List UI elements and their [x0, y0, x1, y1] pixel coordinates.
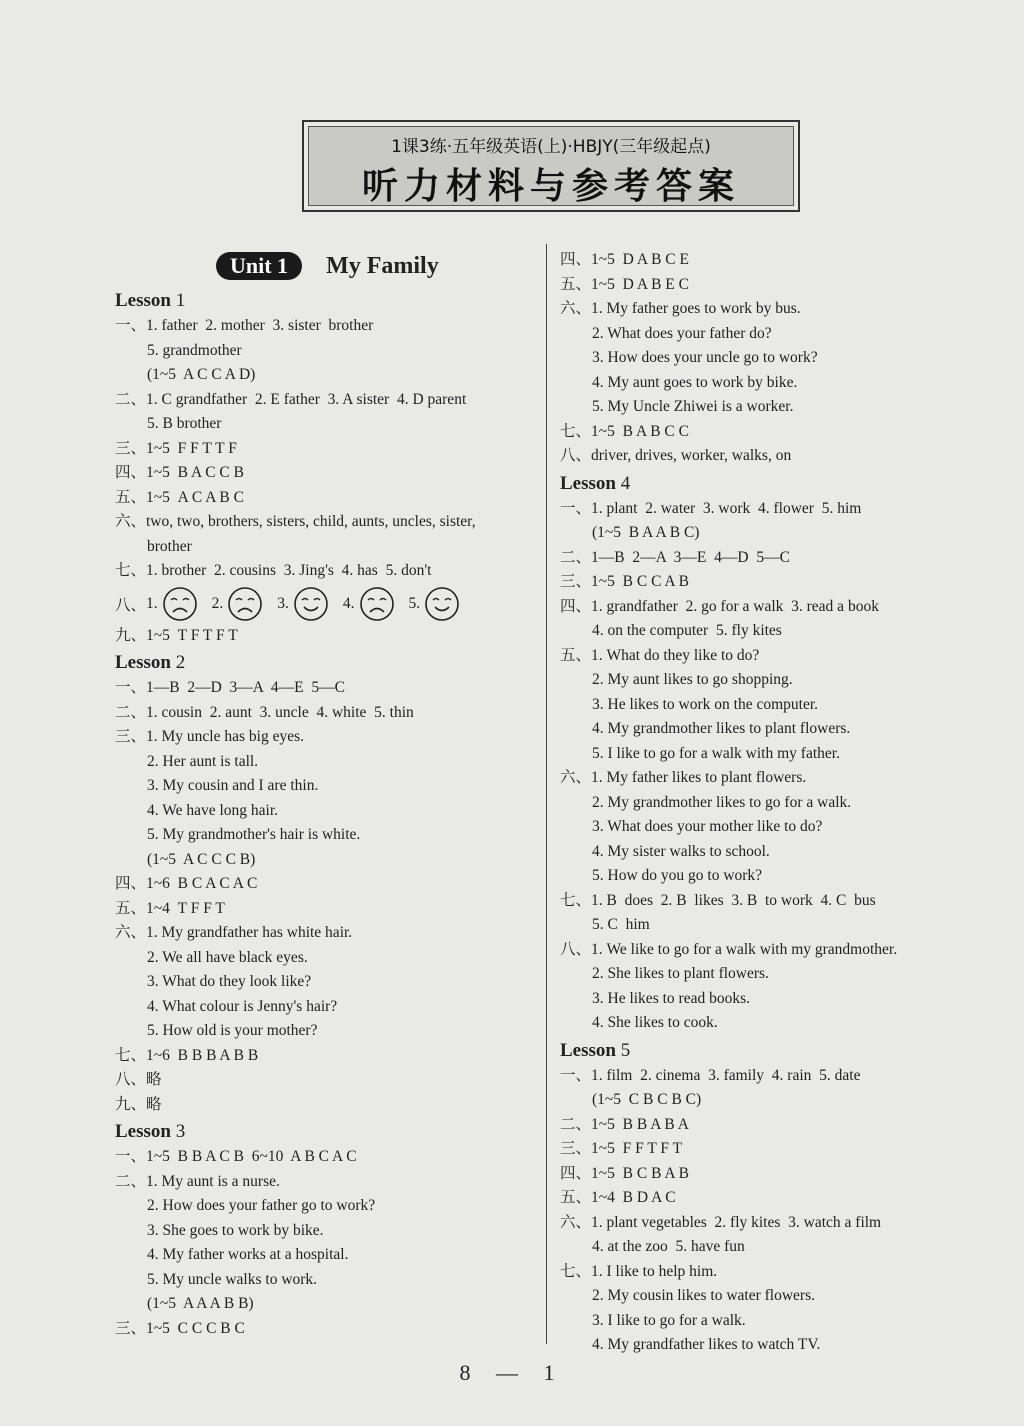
- answer-line: 四、1. grandfather 2. go for a walk 3. read a book: [560, 597, 879, 615]
- header-subtitle: 1课3练·五年级英语(上)·HBJY(三年级起点): [391, 137, 711, 157]
- lesson-label: Lesson: [560, 1039, 616, 1061]
- lesson-number: 2: [175, 652, 186, 673]
- lesson-label: Lesson: [115, 1121, 171, 1142]
- answer-line: 3. How does your uncle go to work?: [592, 349, 818, 366]
- sad-face-icon: [227, 586, 263, 622]
- answer-line: 3. He likes to work on the computer.: [592, 695, 818, 713]
- answer-line: 3. What does your mother like to do?: [592, 818, 823, 835]
- answer-line: 七、1. brother 2. cousins 3. Jing's 4. has 5. don't: [115, 562, 432, 579]
- answer-line: 3. What do they look like?: [147, 973, 312, 990]
- answer-line: 七、1. I like to help him.: [560, 1262, 718, 1280]
- answer-line: 三、1~5 C C C B C: [115, 1319, 245, 1337]
- answer-line: 二、1. cousin 2. aunt 3. uncle 4. white 5. thin: [115, 703, 414, 721]
- answer-line: 八、1. We like to go for a walk with my grandmother.: [560, 940, 898, 958]
- answer-line: 一、1~5 B B A C B 6~10 A B C A C: [115, 1148, 357, 1165]
- lesson-label: Lesson: [115, 652, 171, 673]
- lesson-heading: [560, 469, 980, 497]
- answer-line: 5. C him: [592, 916, 650, 933]
- answer-line: 二、1. My aunt is a nurse.: [115, 1172, 280, 1190]
- answer-line: 3. I like to go for a walk.: [592, 1311, 746, 1329]
- lesson-number: 4: [620, 472, 631, 494]
- answer-line: 2. What does your father do?: [592, 324, 772, 342]
- face-answer: [343, 586, 395, 622]
- answer-line: 2. We all have black eyes.: [147, 948, 308, 966]
- unit-badge: Unit 1: [216, 252, 302, 280]
- answer-line: 六、1. My father goes to work by bus.: [560, 300, 801, 317]
- answer-line: 4. My father works at a hospital.: [147, 1246, 349, 1263]
- lesson-number: 3: [175, 1121, 186, 1142]
- happy-face-icon: [293, 586, 329, 622]
- answer-line: 三、1~5 F F T F T: [560, 1140, 683, 1157]
- sad-face-icon: [162, 586, 198, 622]
- answer-line: 三、1~5 B C C A B: [560, 573, 689, 590]
- answer-line: 4. at the zoo 5. have fun: [592, 1238, 745, 1255]
- answer-line: 一、1. film 2. cinema 3. family 4. rain 5. date: [560, 1066, 861, 1084]
- answer-line: 六、1. plant vegetables 2. fly kites 3. watch a film: [560, 1213, 882, 1231]
- answer-line: (1~5 A A A B B): [147, 1295, 254, 1312]
- answer-line: 九、1~5 T F T F T: [115, 626, 238, 644]
- answer-line: 2. Her aunt is tall.: [147, 752, 259, 770]
- answer-line: 4. My aunt goes to work by bike.: [592, 373, 798, 391]
- answer-line: 2. My aunt likes to go shopping.: [592, 671, 793, 688]
- answer-line: 3. She goes to work by bike.: [147, 1221, 324, 1239]
- lesson-label: Lesson: [115, 290, 171, 311]
- answer-line: 5. My grandmother's hair is white.: [147, 826, 361, 843]
- column-divider: [546, 244, 547, 1344]
- answer-line: 4. My sister walks to school.: [592, 842, 770, 860]
- answer-line: 一、1. plant 2. water 3. work 4. flower 5. him: [560, 499, 862, 517]
- sad-face-icon: [359, 586, 395, 622]
- answer-line: (1~5 B A A B C): [592, 524, 700, 541]
- face-label: 3.: [277, 594, 289, 612]
- answer-line: 五、1. What do they like to do?: [560, 646, 760, 664]
- answer-line: 三、1~5 F F T T F: [115, 439, 237, 457]
- answer-line: 一、1. father 2. mother 3. sister brother: [115, 317, 374, 334]
- lesson-heading: [115, 648, 545, 676]
- answer-line: 四、1~5 B A C C B: [115, 464, 244, 481]
- answer-line: 2. How does your father go to work?: [147, 1197, 376, 1214]
- answer-line: 九、略: [115, 1095, 162, 1113]
- unit-title: My Family: [326, 252, 439, 279]
- answer-line: 七、1~6 B B B A B B: [115, 1046, 259, 1064]
- answer-line: 二、1~5 B B A B A: [560, 1115, 689, 1133]
- face-label: 5.: [408, 594, 421, 612]
- header-title: 听力材料与参考答案: [361, 166, 740, 207]
- answer-line: 4. My grandmother likes to plant flowers.: [592, 720, 851, 737]
- answer-line: 五、1~5 A C A B C: [115, 488, 244, 506]
- lesson-heading: [560, 1036, 980, 1064]
- answer-line: 3. My cousin and I are thin.: [147, 777, 319, 794]
- faces-prefix: 八、: [115, 596, 147, 614]
- lesson-number: 5: [620, 1039, 631, 1061]
- answer-line: (1~5 C B C B C): [592, 1091, 702, 1108]
- answer-line: 六、two, two, brothers, sisters, child, aunts, uncles, sister,: [115, 513, 476, 530]
- answer-line: 二、1. C grandfather 2. E father 3. A sister 4. D parent: [115, 390, 467, 408]
- answer-line: 2. My cousin likes to water flowers.: [592, 1287, 815, 1304]
- answer-line: 5. My uncle walks to work.: [147, 1270, 318, 1288]
- face-label: 4.: [342, 594, 355, 612]
- answer-line: 七、1. B does 2. B likes 3. B to work 4. C bus: [560, 891, 876, 909]
- answer-line: (1~5 A C C A D): [147, 366, 256, 383]
- answer-line: 四、1~5 B C B A B: [560, 1164, 689, 1182]
- answer-line: (1~5 A C C C B): [147, 850, 256, 868]
- answer-line: 一、1—B 2—D 3—A 4—E 5—C: [115, 679, 345, 696]
- answer-line: 3. He likes to read books.: [592, 989, 750, 1007]
- answer-line: 5. I like to go for a walk with my father.: [592, 744, 840, 762]
- answer-line: 2. She likes to plant flowers.: [592, 965, 769, 982]
- face-answer: [409, 586, 461, 622]
- lesson-heading: [115, 1117, 545, 1145]
- lesson-label: Lesson: [560, 472, 616, 494]
- answer-line: 5. How old is your mother?: [147, 1022, 318, 1039]
- lesson-number: 1: [175, 290, 186, 311]
- answer-line: 七、1~5 B A B C C: [560, 422, 689, 440]
- answer-line: 五、1~4 B D A C: [560, 1189, 676, 1206]
- answer-line: 4. on the computer 5. fly kites: [592, 622, 782, 639]
- face-answer: [212, 586, 264, 622]
- face-answer: [146, 586, 198, 622]
- answer-line: 2. My grandmother likes to go for a walk.: [592, 793, 852, 811]
- header-banner: [302, 120, 800, 212]
- face-label: 1.: [146, 594, 158, 612]
- answer-line: brother: [147, 537, 192, 555]
- unit-heading: [216, 250, 439, 282]
- answer-line: 五、1~5 D A B E C: [560, 275, 689, 293]
- answer-line: 三、1. My uncle has big eyes.: [115, 728, 304, 745]
- answer-line: 四、1~6 B C A C A C: [115, 875, 258, 892]
- answer-line: 5. My Uncle Zhiwei is a worker.: [592, 398, 794, 415]
- answer-line: 5. How do you go to work?: [592, 867, 763, 884]
- answer-line: 4. What colour is Jenny's hair?: [147, 997, 338, 1015]
- face-label: 2.: [211, 594, 224, 612]
- right-column: [560, 248, 980, 1358]
- answer-line: 六、1. My grandfather has white hair.: [115, 924, 353, 941]
- answer-line: 二、1—B 2—A 3—E 4—D 5—C: [560, 548, 790, 566]
- answer-line: 八、略: [115, 1071, 162, 1088]
- answer-line: 五、1~4 T F F T: [115, 899, 225, 917]
- answer-line: 5. B brother: [147, 415, 222, 432]
- answer-line: 5. grandmother: [147, 341, 242, 359]
- answer-line: 4. My grandfather likes to watch TV.: [592, 1336, 821, 1353]
- happy-face-icon: [424, 586, 460, 622]
- answer-line: 4. We have long hair.: [147, 801, 279, 819]
- lesson-heading: [115, 286, 545, 314]
- answer-line: 八、driver, drives, worker, walks, on: [560, 447, 792, 464]
- left-column: [115, 286, 545, 1341]
- page-number: 8 — 1: [459, 1360, 565, 1385]
- answer-line: 4. She likes to cook.: [592, 1014, 718, 1031]
- faces-answer-line: [115, 584, 545, 624]
- face-answer: [277, 586, 329, 622]
- answer-line: 六、1. My father likes to plant flowers.: [560, 769, 807, 786]
- answer-line: 四、1~5 D A B C E: [560, 251, 689, 268]
